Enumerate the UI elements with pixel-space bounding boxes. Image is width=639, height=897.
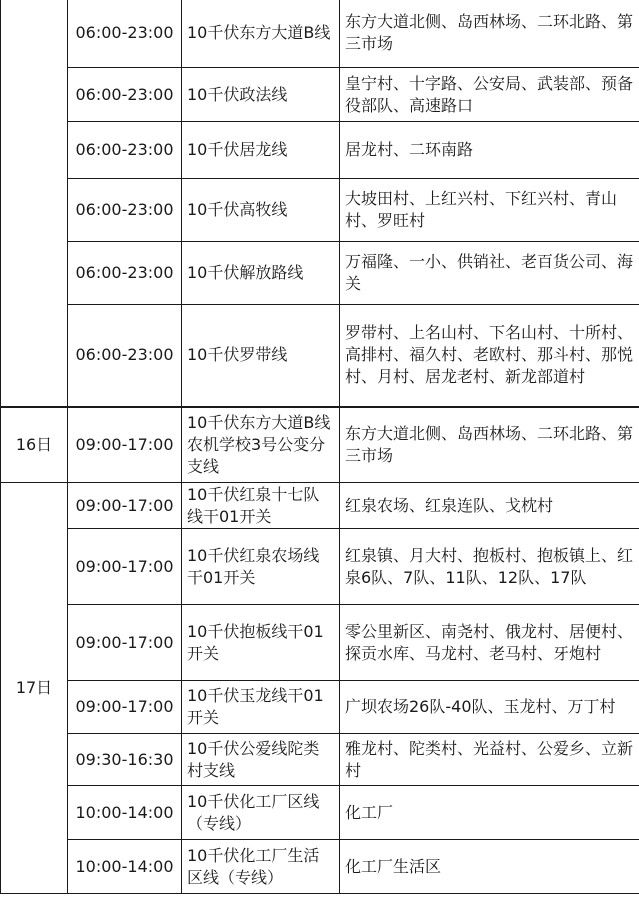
area-cell: 大坡田村、上红兴村、下红兴村、青山村、罗旺村 <box>340 179 639 242</box>
table-row <box>1 529 639 605</box>
time-cell: 09:00-17:00 <box>68 529 182 605</box>
table-row <box>1 840 639 894</box>
line-cell: 10千伏东方大道B线 <box>182 0 340 68</box>
line-cell: 10千伏居龙线 <box>182 122 340 179</box>
line-cell: 10千伏解放路线 <box>182 242 340 305</box>
time-cell: 09:00-17:00 <box>68 483 182 529</box>
time-cell: 09:30-16:30 <box>68 734 182 786</box>
area-cell: 万福隆、一小、供销社、老百货公司、海关 <box>340 242 639 305</box>
table-row <box>1 68 639 122</box>
area-cell: 东方大道北侧、岛西林场、二环北路、第三市场 <box>340 407 639 483</box>
area-cell: 东方大道北侧、岛西林场、二环北路、第三市场 <box>340 0 639 68</box>
table-row <box>1 407 639 483</box>
time-cell: 06:00-23:00 <box>68 122 182 179</box>
time-cell: 10:00-14:00 <box>68 840 182 894</box>
time-cell: 06:00-23:00 <box>68 179 182 242</box>
table-row <box>1 305 639 407</box>
line-cell: 10千伏罗带线 <box>182 305 340 407</box>
area-cell: 化工厂 <box>340 786 639 840</box>
table-row <box>1 734 639 786</box>
table-row <box>1 122 639 179</box>
day-cell-empty <box>1 0 68 407</box>
line-cell: 10千伏化工厂区线（专线） <box>182 786 340 840</box>
table-row <box>1 605 639 681</box>
day-cell: 17日 <box>1 483 68 894</box>
time-cell: 06:00-23:00 <box>68 0 182 68</box>
line-cell: 10千伏公爱线陀类村支线 <box>182 734 340 786</box>
area-cell: 罗带村、上名山村、下名山村、十所村、高排村、福久村、老欧村、那斗村、那悦村、月村、居龙老村、新龙部道村 <box>340 305 639 407</box>
line-cell: 10千伏玉龙线干01开关 <box>182 681 340 734</box>
line-cell: 10千伏抱板线干01开关 <box>182 605 340 681</box>
area-cell: 化工厂生活区 <box>340 840 639 894</box>
time-cell: 06:00-23:00 <box>68 68 182 122</box>
table-row <box>1 681 639 734</box>
area-cell: 居龙村、二环南路 <box>340 122 639 179</box>
day-cell: 16日 <box>1 407 68 483</box>
time-cell: 09:00-17:00 <box>68 681 182 734</box>
time-cell: 09:00-17:00 <box>68 605 182 681</box>
time-cell: 09:00-17:00 <box>68 407 182 483</box>
time-cell: 06:00-23:00 <box>68 242 182 305</box>
line-cell: 10千伏化工厂生活区线（专线） <box>182 840 340 894</box>
area-cell: 红泉农场、红泉连队、戈枕村 <box>340 483 639 529</box>
area-cell: 红泉镇、月大村、抱板村、抱板镇上、红泉6队、7队、11队、12队、17队 <box>340 529 639 605</box>
table-row <box>1 786 639 840</box>
line-cell: 10千伏政法线 <box>182 68 340 122</box>
line-cell: 10千伏东方大道B线农机学校3号公变分支线 <box>182 407 340 483</box>
time-cell: 06:00-23:00 <box>68 305 182 407</box>
table-row <box>1 242 639 305</box>
table-row <box>1 179 639 242</box>
area-cell: 广坝农场26队-40队、玉龙村、万丁村 <box>340 681 639 734</box>
area-cell: 零公里新区、南尧村、俄龙村、居便村、探贡水库、马龙村、老马村、牙炮村 <box>340 605 639 681</box>
area-cell: 皇宁村、十字路、公安局、武装部、预备役部队、高速路口 <box>340 68 639 122</box>
table-row <box>1 483 639 529</box>
line-cell: 10千伏高牧线 <box>182 179 340 242</box>
line-cell: 10千伏红泉十七队线干01开关 <box>182 483 340 529</box>
line-cell: 10千伏红泉农场线干01开关 <box>182 529 340 605</box>
area-cell: 雅龙村、陀类村、光益村、公爱乡、立新村 <box>340 734 639 786</box>
time-cell: 10:00-14:00 <box>68 786 182 840</box>
table-row <box>1 0 639 68</box>
